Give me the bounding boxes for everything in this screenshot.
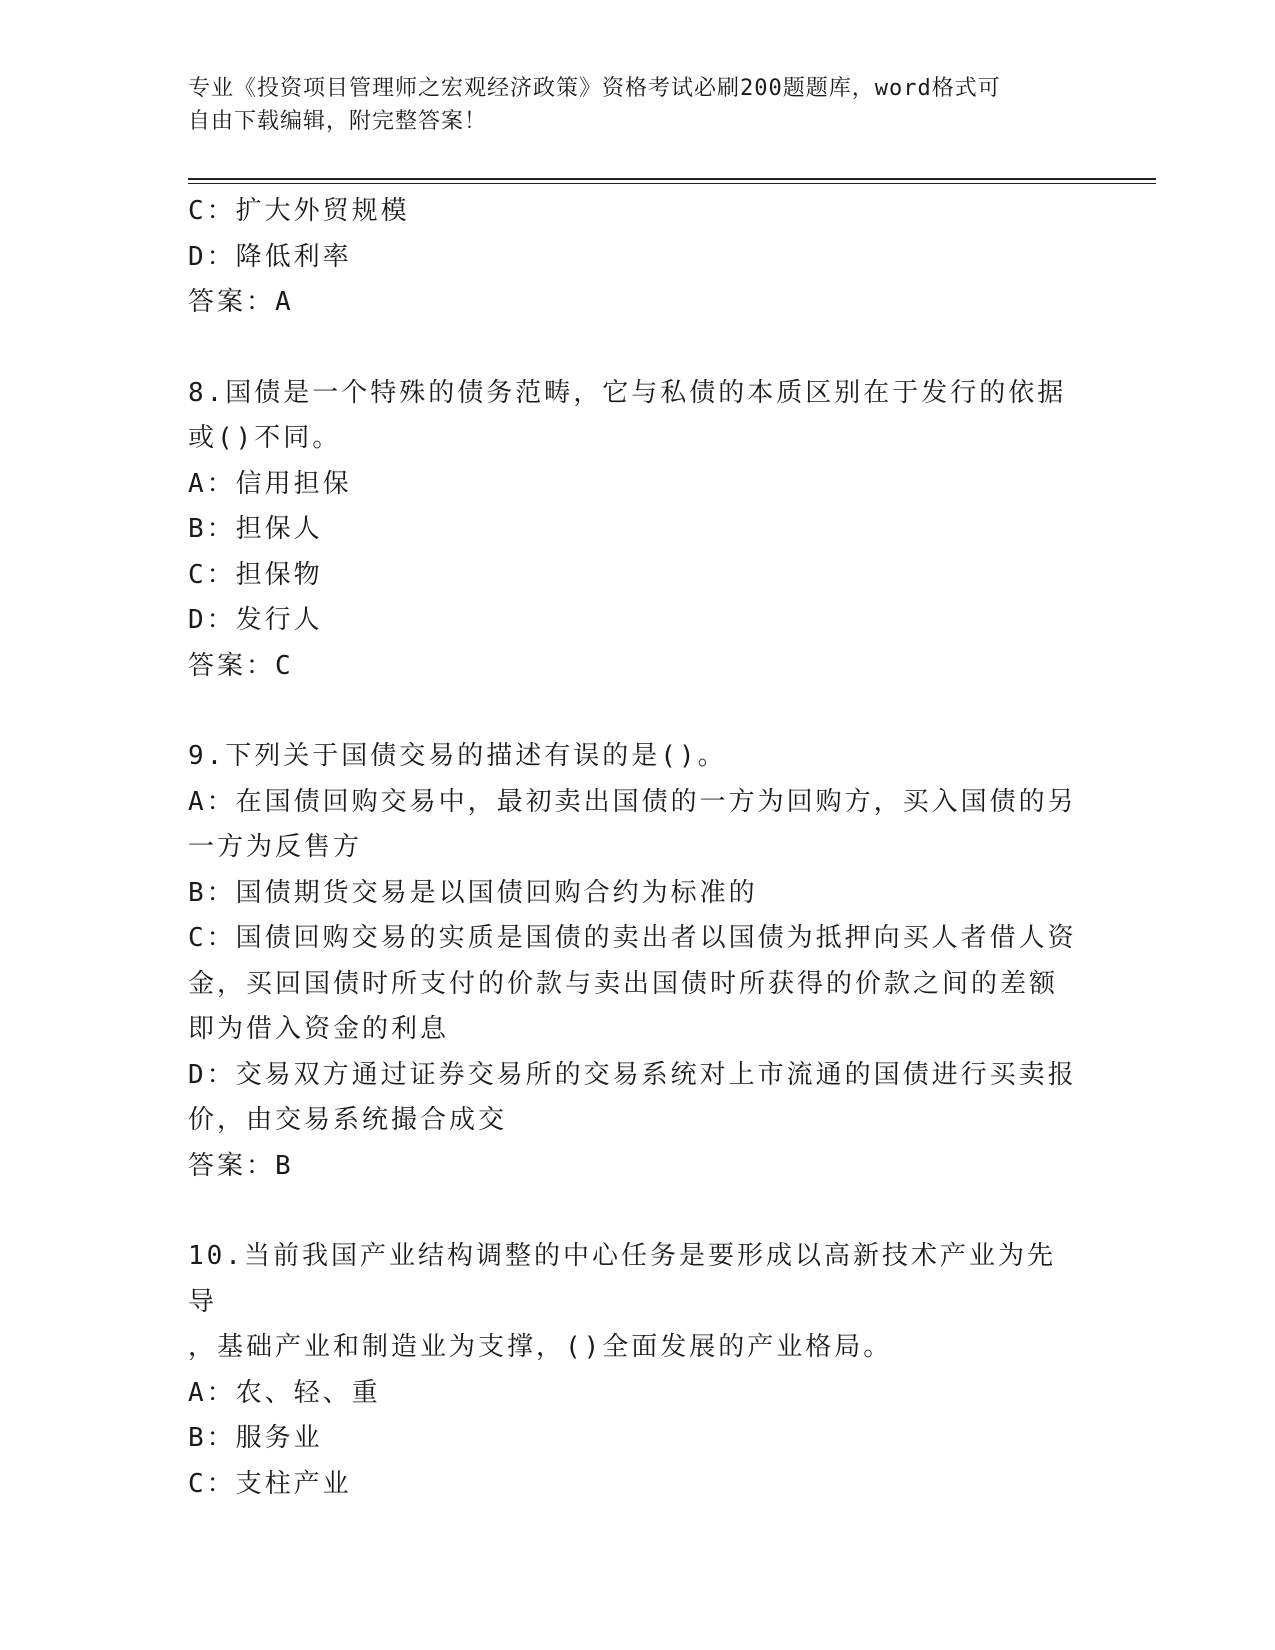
- q9-option-d-line-1: D：交易双方通过证券交易所的交易系统对上市流通的国债进行买卖报: [188, 1059, 1077, 1090]
- header-divider-thin: [188, 183, 1156, 184]
- q8-answer: 答案：C: [188, 650, 294, 681]
- q9-stem: 9.下列关于国债交易的描述有误的是()。: [188, 741, 727, 771]
- question-9: [188, 734, 1078, 1189]
- q8-option-c: C：担保物: [188, 559, 323, 590]
- header-divider-thick: [188, 178, 1156, 180]
- q9-option-d-line-2: 价，由交易系统撮合成交: [188, 1105, 508, 1135]
- q7-answer: 答案：A: [188, 287, 294, 317]
- question-list: [188, 189, 1078, 1507]
- question-7-tail: [188, 189, 1078, 326]
- q9-answer: 答案：B: [188, 1150, 294, 1181]
- header-line-1: 专业《投资项目管理师之宏观经济政策》资格考试必刷200题题库，word格式可: [188, 76, 1001, 101]
- q7-option-c: C：扩大外贸规模: [188, 196, 410, 226]
- q9-option-a-line-2: 一方为反售方: [188, 832, 363, 862]
- q9-option-c-line-2: 金，买回国债时所支付的价款与卖出国债时所获得的价款之间的差额: [188, 968, 1059, 999]
- page-header: [188, 72, 1068, 138]
- q10-stem-line-1: 10.当前我国产业结构调整的中心任务是要形成以高新技术产业为先导: [188, 1241, 1056, 1317]
- q10-option-c: C：支柱产业: [188, 1468, 352, 1499]
- q10-option-a: A：农、轻、重: [188, 1377, 381, 1408]
- q8-stem-line-1: 8.国债是一个特殊的债务范畴，它与私债的本质区别在于发行的依据: [188, 377, 1067, 408]
- q9-option-b: B：国债期货交易是以国债回购合约为标准的: [188, 877, 758, 908]
- q8-option-d: D：发行人: [188, 605, 323, 635]
- spacer: [188, 689, 1078, 734]
- q10-option-b: B：服务业: [188, 1423, 323, 1453]
- header-line-2: 自由下载编辑，附完整答案！: [188, 109, 488, 134]
- spacer: [188, 1189, 1078, 1234]
- q7-option-d: D：降低利率: [188, 241, 352, 272]
- question-8: [188, 371, 1078, 690]
- q8-option-a: A：信用担保: [188, 468, 352, 499]
- q8-option-b: B：担保人: [188, 514, 323, 544]
- q9-option-a-line-1: A：在国债回购交易中，最初卖出国债的一方为回购方，买入国债的另: [188, 786, 1077, 817]
- q9-option-c-line-3: 即为借入资金的利息: [188, 1014, 450, 1044]
- q9-option-c-line-1: C：国债回购交易的实质是国债的卖出者以国债为抵押向买人者借人资: [188, 923, 1077, 953]
- question-10: [188, 1234, 1078, 1507]
- spacer: [188, 326, 1078, 371]
- q8-stem-line-2: 或()不同。: [188, 423, 342, 453]
- q10-stem-line-2: ，基础产业和制造业为支撑，()全面发展的产业格局。: [188, 1332, 893, 1362]
